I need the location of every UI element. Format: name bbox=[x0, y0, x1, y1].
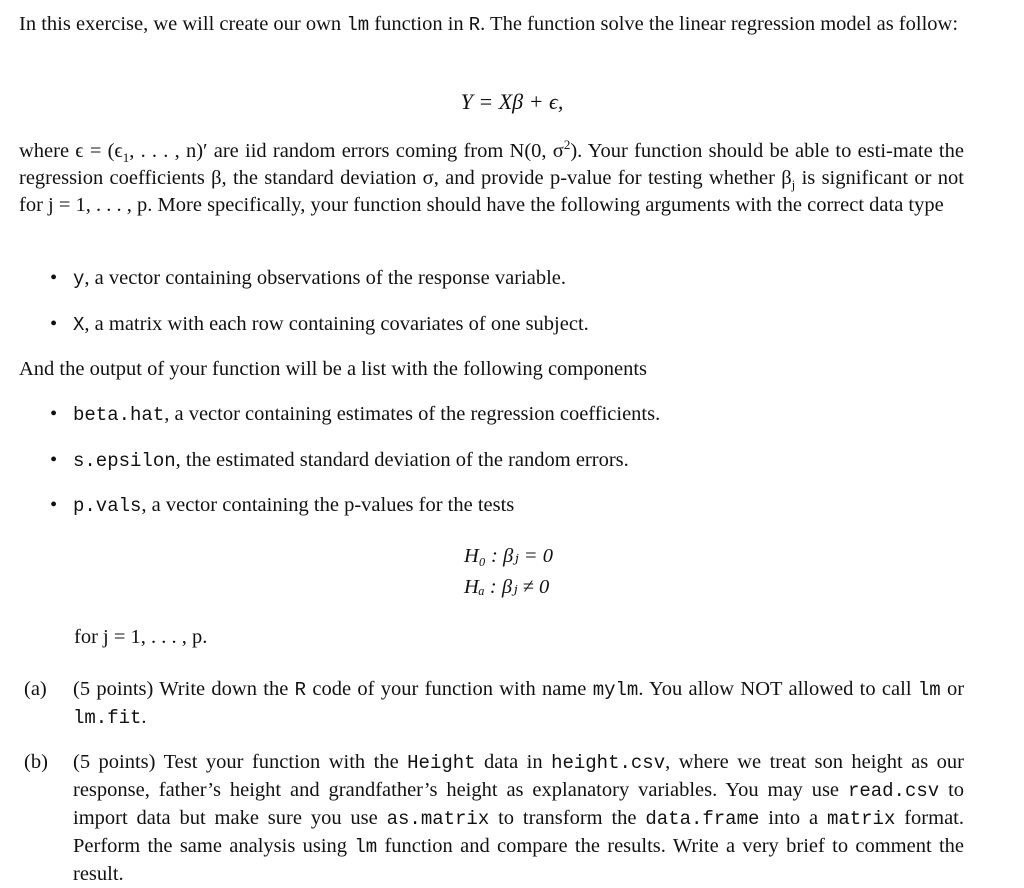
question-b-code-2: height.csv bbox=[551, 752, 666, 774]
question-b-code-4: as.matrix bbox=[386, 808, 490, 830]
question-a-text-5: . bbox=[141, 706, 147, 728]
for-j-text: for j = 1, . . . , p. bbox=[74, 626, 208, 648]
question-b-text-8: function and compare the results. Write a very brief to comment the result. bbox=[73, 835, 965, 885]
component-text: , a vector containing the p-values for the tests bbox=[141, 494, 515, 516]
question-b-text-6: into a bbox=[768, 807, 819, 829]
description-text-3: ). Your function should be able to esti-mate the regression coefficients β, the standard deviation σ, and provide p-value for testing whether β bbox=[19, 140, 964, 189]
question-b-code-1: Height bbox=[407, 752, 476, 774]
bullet-icon: • bbox=[50, 267, 58, 289]
question-b-code-6: matrix bbox=[826, 808, 896, 830]
component-text: , the estimated standard deviation of the random errors. bbox=[175, 449, 629, 471]
intro-text-1: In this exercise, we will create our own bbox=[19, 13, 342, 35]
question-b-code-7: lm bbox=[354, 836, 378, 858]
question-b-text-2: data in bbox=[484, 751, 543, 773]
question-b-code-3: read.csv bbox=[847, 780, 940, 802]
question-a-text-4: or bbox=[946, 678, 965, 700]
question-a-code-4: lm.fit bbox=[73, 707, 142, 729]
intro-r-code: R bbox=[468, 14, 481, 36]
component-code: beta.hat bbox=[73, 404, 165, 426]
component-code: p.vals bbox=[73, 495, 142, 517]
argument-code: X bbox=[73, 314, 85, 336]
description-text-4: is significant or not for j = 1, . . . , p. More specifically, your function should have the following arguments with the correct data type bbox=[19, 167, 964, 216]
question-b-text-4: to import data but make sure you use bbox=[73, 779, 965, 829]
question-a-text-2: code of your function with name bbox=[312, 678, 587, 700]
intro-text-3: . The function solve the linear regression model as follow: bbox=[480, 13, 959, 35]
question-a-code-1: R bbox=[294, 679, 307, 701]
argument-code: y bbox=[73, 268, 85, 290]
bullet-icon: • bbox=[50, 449, 58, 471]
model-equation: Y = Xβ + ϵ, bbox=[460, 89, 564, 114]
question-b-text-7: format. Perform the same analysis using bbox=[73, 807, 965, 857]
intro-paragraph bbox=[19, 11, 964, 39]
intro-lm-code: lm bbox=[346, 14, 370, 36]
description-sub-j: j bbox=[791, 177, 796, 193]
bullet-icon: • bbox=[50, 403, 58, 425]
question-a-text-3: . You allow NOT allowed to call bbox=[638, 678, 912, 700]
description-paragraph bbox=[19, 138, 964, 219]
question-b-text-3: , where we treat son height as our response, father’s height and grandfather’s height as explanatory variables. You may use bbox=[73, 751, 965, 801]
question-b bbox=[24, 749, 964, 888]
alternative-hypothesis: Hₐ : βⱼ ≠ 0 bbox=[464, 576, 550, 598]
question-a-label: (a) bbox=[24, 678, 47, 700]
intro-text-2: function in bbox=[374, 13, 464, 35]
question-a-code-2: mylm bbox=[592, 679, 639, 701]
bullet-icon: • bbox=[50, 313, 58, 335]
description-sup-2: 2 bbox=[563, 137, 571, 153]
output-intro: And the output of your function will be a list with the following components bbox=[19, 358, 648, 380]
component-code: s.epsilon bbox=[73, 450, 176, 472]
component-text: , a vector containing estimates of the regression coefficients. bbox=[164, 403, 661, 425]
argument-text: , a matrix with each row containing covariates of one subject. bbox=[84, 313, 589, 335]
bullet-icon: • bbox=[50, 494, 58, 516]
question-b-label: (b) bbox=[24, 751, 48, 773]
description-text-2: , . . . , n)′ are iid random errors coming from N(0, σ bbox=[129, 140, 564, 162]
question-a-text-1: (5 points) Write down the bbox=[73, 678, 289, 700]
question-a-code-3: lm bbox=[917, 679, 941, 701]
question-a bbox=[24, 676, 964, 732]
question-b-code-5: data.frame bbox=[645, 808, 760, 830]
description-sub-1: 1 bbox=[122, 150, 130, 166]
null-hypothesis: H₀ : βⱼ = 0 bbox=[464, 545, 553, 567]
description-text-1: where ϵ = (ϵ bbox=[19, 140, 123, 162]
argument-text: , a vector containing observations of the response variable. bbox=[84, 267, 566, 289]
question-b-text-1: (5 points) Test your function with the bbox=[73, 751, 399, 773]
question-b-text-5: to transform the bbox=[498, 807, 637, 829]
